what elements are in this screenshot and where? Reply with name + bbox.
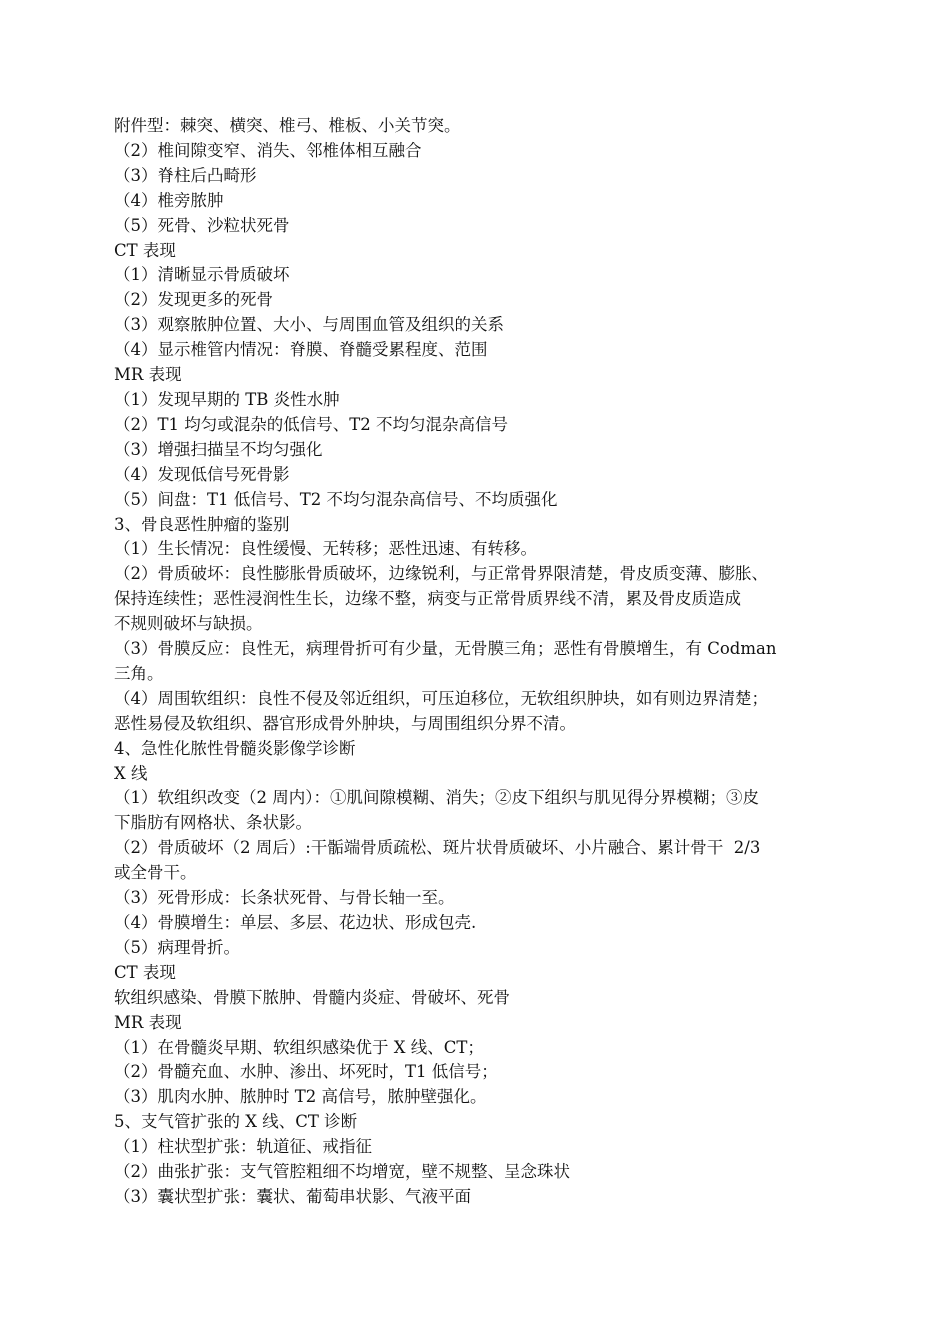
list-item: （5）病理骨折。 xyxy=(114,937,240,957)
list-item: （1）清晰显示骨质破坏 xyxy=(114,265,290,285)
list-item: （4）显示椎管内情况：脊膜、脊髓受累程度、范围 xyxy=(114,340,488,360)
list-item: （2）骨质破坏：良性膨胀骨质破坏，边缘锐利，与正常骨界限清楚，骨皮质变薄、膨胀、 xyxy=(114,564,768,584)
list-item: （2）曲张扩张：支气管腔粗细不均增宽，壁不规整、呈念珠状 xyxy=(114,1162,570,1182)
text-line: 软组织感染、骨膜下脓肿、骨髓内炎症、骨破坏、死骨 xyxy=(114,987,510,1007)
text-line: 或全骨干。 xyxy=(114,863,197,883)
section-heading: 3、骨良恶性肿瘤的鉴别 xyxy=(114,514,290,534)
text-line: 恶性易侵及软组织、器官形成骨外肿块，与周围组织分界不清。 xyxy=(114,713,576,733)
list-item: （3）增强扫描呈不均匀强化 xyxy=(114,439,323,459)
list-item: （2）骨质破坏（2 周后）:干骺端骨质疏松、斑片状骨质破坏、小片融合、累计骨干 2/3 xyxy=(114,838,761,858)
document-page xyxy=(114,114,848,1210)
list-item: （2）骨髓充血、水肿、渗出、坏死时，T1 低信号； xyxy=(114,1062,498,1082)
list-item: （3）死骨形成：长条状死骨、与骨长轴一至。 xyxy=(114,888,455,908)
list-item: （3）观察脓肿位置、大小、与周围血管及组织的关系 xyxy=(114,315,504,335)
text-line: 三角。 xyxy=(114,663,164,683)
list-item: （1）在骨髓炎早期、软组织感染优于 X 线、CT； xyxy=(114,1037,484,1057)
section-heading: CT 表现 xyxy=(114,962,176,982)
list-item: （1）柱状型扩张：轨道征、戒指征 xyxy=(114,1137,372,1157)
list-item: （2）T1 均匀或混杂的低信号、T2 不均匀混杂高信号 xyxy=(114,414,508,434)
list-item: （2）发现更多的死骨 xyxy=(114,290,273,310)
list-item: （1）生长情况：良性缓慢、无转移；恶性迅速、有转移。 xyxy=(114,539,537,559)
section-heading: MR 表现 xyxy=(114,1012,182,1032)
list-item: （2）椎间隙变窄、消失、邻椎体相互融合 xyxy=(114,140,422,160)
section-heading: X 线 xyxy=(114,763,148,783)
list-item: （3）囊状型扩张：囊状、葡萄串状影、气液平面 xyxy=(114,1186,471,1206)
list-item: （5）间盘：T1 低信号、T2 不均匀混杂高信号、不均质强化 xyxy=(114,489,558,509)
list-item: （4）椎旁脓肿 xyxy=(114,190,224,210)
list-item: （1）发现早期的 TB 炎性水肿 xyxy=(114,389,340,409)
section-heading: MR 表现 xyxy=(114,365,182,385)
list-item: （5）死骨、沙粒状死骨 xyxy=(114,215,290,235)
text-line: 不规则破坏与缺损。 xyxy=(114,614,263,634)
list-item: （4）周围软组织：良性不侵及邻近组织，可压迫移位，无软组织肿块，如有则边界清楚； xyxy=(114,688,768,708)
section-heading: 4、急性化脓性骨髓炎影像学诊断 xyxy=(114,738,356,758)
text-line: 保持连续性；恶性浸润性生长，边缘不整，病变与正常骨质界线不清，累及骨皮质造成 xyxy=(114,589,741,609)
list-item: （3）骨膜反应：良性无，病理骨折可有少量，无骨膜三角；恶性有骨膜增生，有 Codman xyxy=(114,639,777,659)
list-item: （3）脊柱后凸畸形 xyxy=(114,165,257,185)
section-heading: CT 表现 xyxy=(114,240,176,260)
text-line: 附件型：棘突、横突、椎弓、椎板、小关节突。 xyxy=(114,116,461,135)
list-item: （3）肌肉水肿、脓肿时 T2 高信号，脓肿壁强化。 xyxy=(114,1087,487,1107)
list-item: （4）发现低信号死骨影 xyxy=(114,464,290,484)
list-item: （1）软组织改变（2 周内）：①肌间隙模糊、消失；②皮下组织与肌见得分界模糊；③皮 xyxy=(114,788,759,808)
text-line: 下脂肪有网格状、条状影。 xyxy=(114,813,312,833)
section-heading: 5、支气管扩张的 X 线、CT 诊断 xyxy=(114,1112,358,1132)
list-item: （4）骨膜增生：单层、多层、花边状、形成包壳. xyxy=(114,913,477,932)
